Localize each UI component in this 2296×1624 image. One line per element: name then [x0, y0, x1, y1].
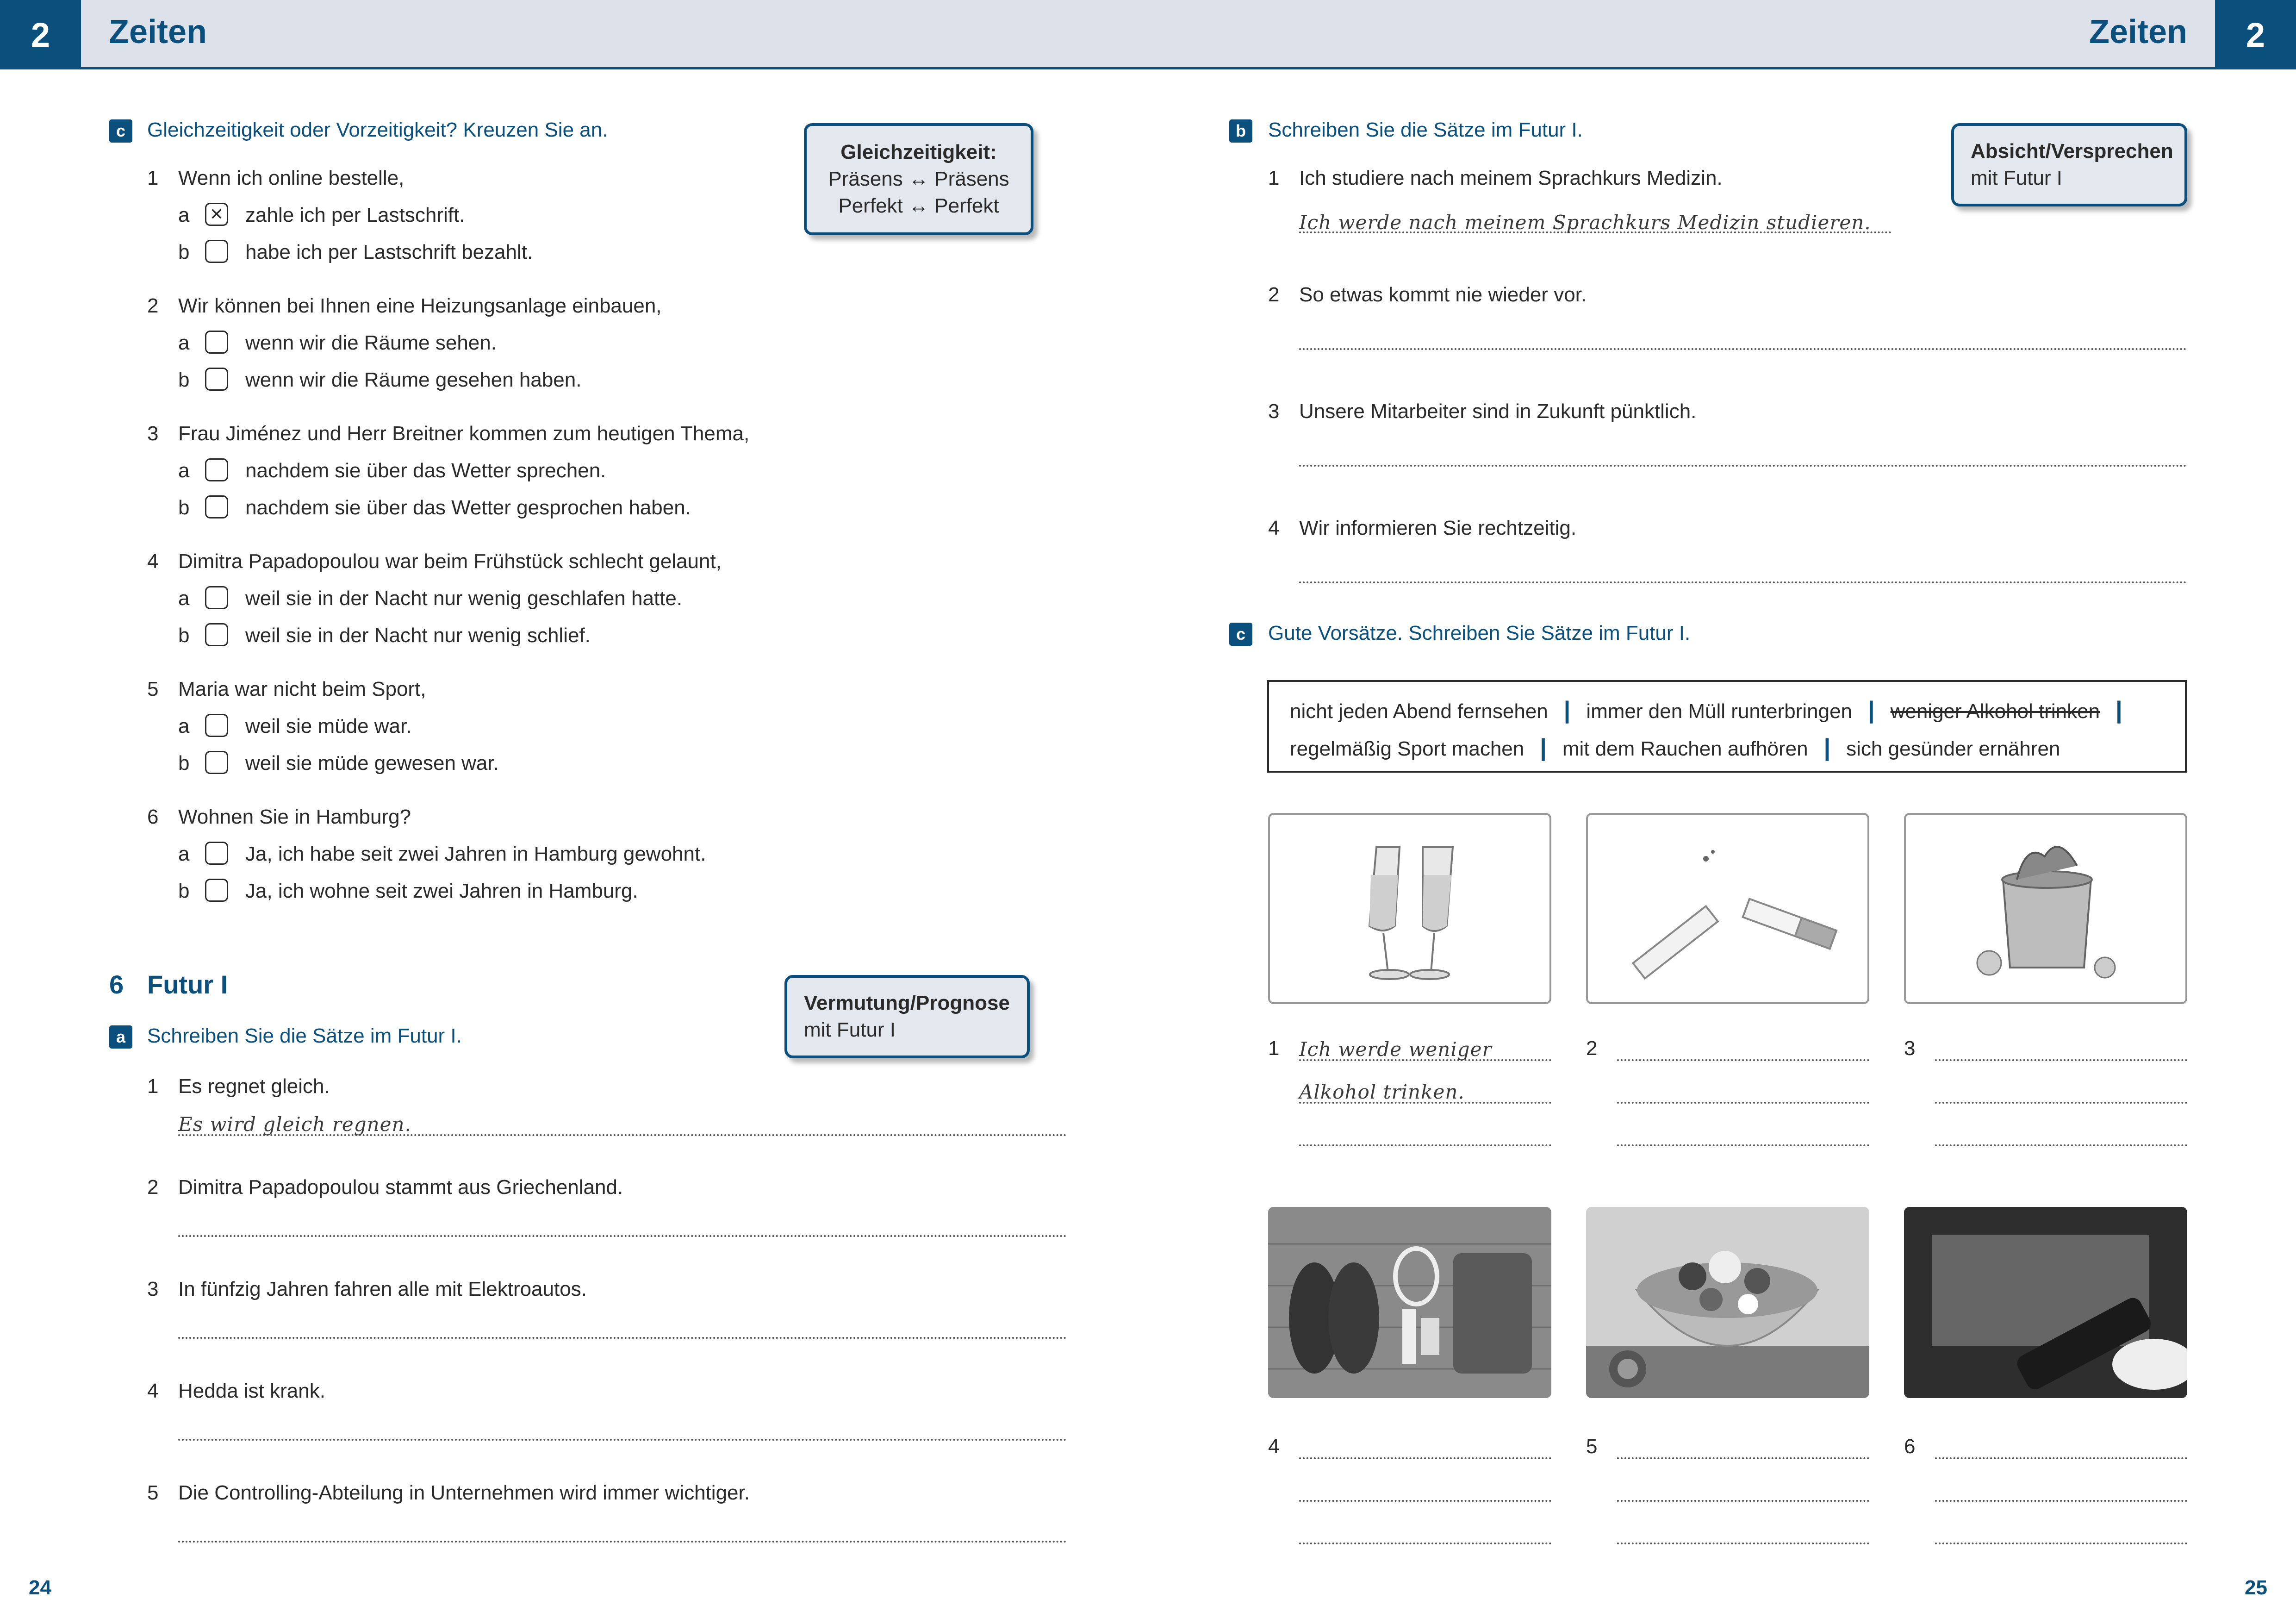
option-text: weil sie in der Nacht nur wenig geschlafen hatte. — [245, 587, 683, 610]
answer-checkbox[interactable] — [205, 586, 228, 609]
handwritten-answer: Ich werde weniger — [1299, 1038, 1492, 1061]
exercise-c-right-instruction: Gute Vorsätze. Schreiben Sie Sätze im Futur I. — [1268, 622, 1691, 644]
option-text: weil sie müde war. — [245, 715, 412, 737]
answer-line[interactable] — [178, 1337, 1067, 1339]
page-number-left: 24 — [29, 1576, 51, 1599]
answer-checkbox[interactable] — [205, 751, 228, 774]
chapter-title-left: Zeiten — [109, 13, 207, 50]
word-separator: | — [2116, 697, 2122, 724]
option-text: zahle ich per Lastschrift. — [245, 204, 465, 226]
trash-can-icon — [1904, 813, 2187, 1004]
option-letter: a — [178, 459, 190, 482]
answer-line[interactable] — [1935, 1543, 2187, 1544]
picture-number: 4 — [1268, 1435, 1280, 1458]
tip-box-vermutung — [784, 975, 1030, 1058]
option-letter: b — [178, 624, 190, 647]
option-text: wenn wir die Räume gesehen haben. — [245, 369, 582, 391]
section-title: Futur I — [147, 970, 228, 999]
item-number: 2 — [1268, 283, 1280, 306]
item-number: 4 — [147, 1380, 159, 1402]
tip-line: Perfekt ↔ Perfekt — [838, 194, 999, 217]
answer-line[interactable] — [1617, 1500, 1869, 1502]
item-number: 6 — [147, 806, 159, 828]
option-letter: a — [178, 331, 190, 354]
option-letter: a — [178, 715, 190, 737]
word-separator: | — [1563, 697, 1571, 724]
item-sentence: Es regnet gleich. — [178, 1075, 330, 1098]
answer-checkbox[interactable] — [205, 331, 228, 354]
option-text: Ja, ich wohne seit zwei Jahren in Hamburg. — [245, 880, 638, 902]
answer-line[interactable] — [1935, 1500, 2187, 1502]
answer-checkbox[interactable] — [205, 842, 228, 865]
option-letter: b — [178, 241, 190, 263]
answer-line[interactable] — [178, 1235, 1067, 1237]
item-sentence: Frau Jiménez und Herr Breitner kommen zum heutigen Thema, — [178, 422, 750, 445]
answer-line[interactable] — [1299, 465, 2187, 467]
answer-checkbox[interactable] — [205, 458, 228, 481]
item-sentence: Unsere Mitarbeiter sind in Zukunft pünktlich. — [1299, 400, 1697, 423]
answer-line[interactable] — [1299, 581, 2187, 583]
tip-line: Präsens ↔ Präsens — [828, 168, 1009, 190]
answer-line[interactable] — [178, 1541, 1067, 1543]
handwritten-answer: Es wird gleich regnen. — [178, 1113, 411, 1136]
option-text: weil sie in der Nacht nur wenig schlief. — [245, 624, 591, 647]
tv-remote-photo — [1904, 1207, 2187, 1398]
item-number: 4 — [147, 550, 159, 573]
item-sentence: Ich studiere nach meinem Sprachkurs Medizin. — [1299, 167, 1723, 189]
item-number: 1 — [1268, 167, 1280, 189]
item-number: 2 — [147, 294, 159, 317]
item-sentence: So etwas kommt nie wieder vor. — [1299, 283, 1587, 306]
tip-box-gleichzeitigkeit — [804, 123, 1033, 235]
word-box-item: regelmäßig Sport machen — [1290, 737, 1524, 760]
item-sentence: Wenn ich online bestelle, — [178, 167, 404, 189]
exercise-a-instruction: Schreiben Sie die Sätze im Futur I. — [147, 1024, 462, 1047]
option-letter: b — [178, 880, 190, 902]
tip-title: Gleichzeitigkeit: — [840, 141, 997, 163]
option-text: Ja, ich habe seit zwei Jahren in Hamburg gewohnt. — [245, 843, 706, 865]
word-separator: | — [1540, 734, 1547, 761]
answer-checkbox[interactable] — [205, 240, 228, 263]
champagne-glasses-icon — [1268, 813, 1551, 1004]
exercise-c-instruction: Gleichzeitigkeit oder Vorzeitigkeit? Kreuzen Sie an. — [147, 119, 608, 141]
page-header-bar — [0, 0, 2296, 69]
item-number: 1 — [147, 1075, 159, 1098]
picture-number: 3 — [1904, 1037, 1916, 1060]
answer-line[interactable] — [1617, 1543, 1869, 1544]
item-sentence: Maria war nicht beim Sport, — [178, 678, 426, 700]
answer-line[interactable] — [1935, 1102, 2187, 1104]
item-sentence: Dimitra Papadopoulou stammt aus Griechenland. — [178, 1176, 623, 1199]
item-sentence: Die Controlling-Abteilung in Unternehmen wird immer wichtiger. — [178, 1481, 750, 1504]
tip-box-absicht — [1951, 123, 2187, 206]
answer-line[interactable] — [1299, 348, 2187, 350]
option-text: weil sie müde gewesen war. — [245, 752, 499, 775]
option-text: wenn wir die Räume sehen. — [245, 331, 497, 354]
picture-number: 1 — [1268, 1037, 1280, 1060]
section-number: 6 — [109, 970, 124, 999]
word-box-item: nicht jeden Abend fernsehen — [1290, 700, 1548, 723]
answer-checkbox[interactable] — [205, 623, 228, 646]
option-text: habe ich per Lastschrift bezahlt. — [245, 241, 533, 263]
exercise-b-instruction: Schreiben Sie die Sätze im Futur I. — [1268, 119, 1583, 141]
exercise-badge-a: a — [109, 1025, 132, 1049]
item-sentence: Hedda ist krank. — [178, 1380, 325, 1402]
option-letter: b — [178, 369, 190, 391]
answer-line[interactable] — [1617, 1144, 1869, 1146]
item-number: 2 — [147, 1176, 159, 1199]
tip-text: mit Futur I — [1971, 167, 2063, 189]
word-separator: | — [1823, 734, 1831, 761]
picture-number: 2 — [1586, 1037, 1598, 1060]
tip-title: Absicht/Versprechen — [1971, 140, 2173, 162]
handwritten-answer: Alkohol trinken. — [1299, 1081, 1465, 1103]
word-box-row — [1290, 730, 2164, 767]
answer-checkbox[interactable] — [205, 879, 228, 902]
answer-checkbox[interactable]: ✕ — [205, 203, 228, 226]
option-text: nachdem sie über das Wetter gesprochen haben. — [245, 496, 691, 519]
answer-line[interactable] — [1617, 1457, 1869, 1459]
item-sentence: Wohnen Sie in Hamburg? — [178, 806, 411, 828]
item-number: 1 — [147, 167, 159, 189]
tip-text: mit Futur I — [804, 1018, 896, 1041]
answer-line[interactable] — [1299, 1543, 1551, 1544]
answer-checkbox[interactable] — [205, 368, 228, 391]
picture-number: 5 — [1586, 1435, 1598, 1458]
item-number: 5 — [147, 678, 159, 700]
item-number: 3 — [147, 422, 159, 445]
sport-equipment-photo — [1268, 1207, 1551, 1398]
word-box-item: immer den Müll runterbringen — [1586, 700, 1853, 723]
option-letter: b — [178, 752, 190, 775]
answer-line[interactable] — [1299, 1144, 1551, 1146]
answer-line[interactable] — [1935, 1059, 2187, 1061]
answer-line[interactable] — [1617, 1059, 1869, 1061]
answer-line[interactable] — [1617, 1102, 1869, 1104]
chapter-number-left: 2 — [0, 0, 81, 69]
page-number-right: 25 — [2245, 1576, 2267, 1599]
word-separator: | — [1868, 697, 1875, 724]
item-number: 3 — [1268, 400, 1280, 423]
option-letter: b — [178, 496, 190, 519]
item-number: 3 — [147, 1278, 159, 1300]
option-letter: a — [178, 843, 190, 865]
exercise-badge-c-left: c — [109, 119, 132, 143]
fruit-salad-photo — [1586, 1207, 1869, 1398]
item-sentence: Dimitra Papadopoulou war beim Frühstück schlecht gelaunt, — [178, 550, 722, 573]
word-box — [1267, 680, 2187, 773]
exercise-badge-b: b — [1229, 119, 1252, 143]
tip-title: Vermutung/Prognose — [804, 992, 1010, 1014]
answer-line[interactable] — [1935, 1457, 2187, 1459]
word-box-item: sich gesünder ernähren — [1846, 737, 2060, 760]
answer-line[interactable] — [1935, 1144, 2187, 1146]
option-letter: a — [178, 587, 190, 610]
picture-number: 6 — [1904, 1435, 1916, 1458]
option-letter: a — [178, 204, 190, 226]
answer-checkbox[interactable] — [205, 495, 228, 518]
chapter-title-right: Zeiten — [2089, 13, 2187, 50]
word-box-item: mit dem Rauchen aufhören — [1562, 737, 1808, 760]
answer-line[interactable] — [178, 1439, 1067, 1441]
word-box-item-crossed: weniger Alkohol trinken — [1890, 700, 2100, 723]
exercise-badge-c-right: c — [1229, 623, 1252, 646]
item-number: 4 — [1268, 517, 1280, 539]
answer-line[interactable] — [1299, 1457, 1551, 1459]
item-number: 5 — [147, 1481, 159, 1504]
answer-checkbox[interactable] — [205, 714, 228, 737]
handwritten-answer: Ich werde nach meinem Sprachkurs Medizin studieren. — [1299, 211, 1871, 234]
item-sentence: In fünfzig Jahren fahren alle mit Elektroautos. — [178, 1278, 587, 1300]
word-box-row — [1290, 692, 2164, 730]
item-sentence: Wir können bei Ihnen eine Heizungsanlage einbauen, — [178, 294, 662, 317]
broken-cigarette-icon — [1586, 813, 1869, 1004]
chapter-number-right: 2 — [2215, 0, 2296, 69]
item-sentence: Wir informieren Sie rechtzeitig. — [1299, 517, 1577, 539]
answer-line[interactable] — [1299, 1500, 1551, 1502]
option-text: nachdem sie über das Wetter sprechen. — [245, 459, 606, 482]
